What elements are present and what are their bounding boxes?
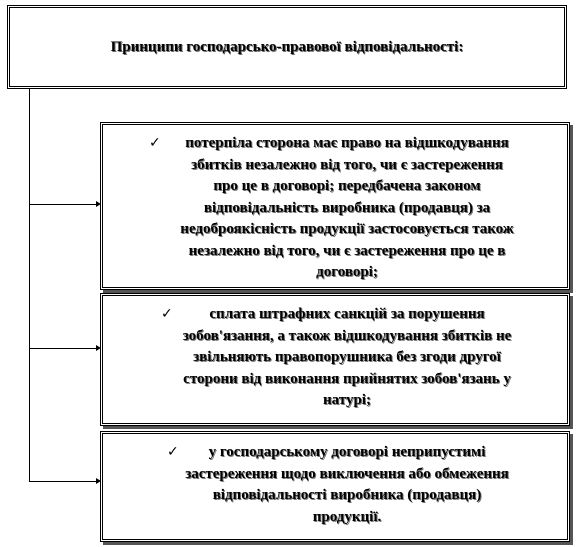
principle-line: незалежно від того, чи є застереження про це в [188, 242, 506, 259]
principle-line: збитків незалежно від того, чи є застереження [191, 156, 503, 173]
title-box [7, 5, 567, 89]
principle-line: відповідальності виробника (продавця) [212, 487, 482, 503]
connector-branch-1 [29, 204, 97, 205]
principle-line: сплата штрафних санкцій за порушення [209, 306, 485, 322]
principle-box-1 [100, 122, 570, 290]
principle-line: звільняють правопорушника без згоди другої [193, 349, 501, 365]
principle-box-2 [100, 293, 570, 426]
principle-line: зобов'язання, а також відшкодування збитків не [182, 327, 512, 344]
principle-line: застереження щодо виключення або обмеження [185, 465, 509, 482]
principle-line: відповідальність виробника (продавця) за [203, 199, 491, 216]
principle-box-3 [100, 431, 570, 542]
principle-line: договорі; [316, 264, 378, 280]
principle-line: недоброякісність продукції застосовується також [180, 221, 514, 237]
connector-branch-2 [29, 348, 97, 349]
principle-line: натурі; [323, 392, 371, 408]
connector-trunk [29, 89, 30, 481]
principle-line: продукції. [312, 508, 382, 525]
checkmark-icon: ✓ [167, 444, 179, 460]
principle-line: у господарському договорі неприпустимі [208, 444, 486, 460]
checkmark-icon: ✓ [161, 306, 173, 322]
principle-line: потерпіла сторона має право на відшкодування [185, 135, 509, 151]
diagram-title: Принципи господарсько-правової відповідальності: [110, 38, 464, 55]
checkmark-icon: ✓ [149, 135, 161, 151]
principle-line: сторони від виконання прийнятих зобов'язань у [183, 370, 511, 387]
principle-line: про це в договорі; передбачена законом [213, 178, 481, 194]
principle-text-3 [143, 442, 551, 528]
connector-branch-3 [29, 481, 97, 482]
principle-text-2 [143, 304, 551, 412]
principle-text-1 [143, 133, 551, 284]
